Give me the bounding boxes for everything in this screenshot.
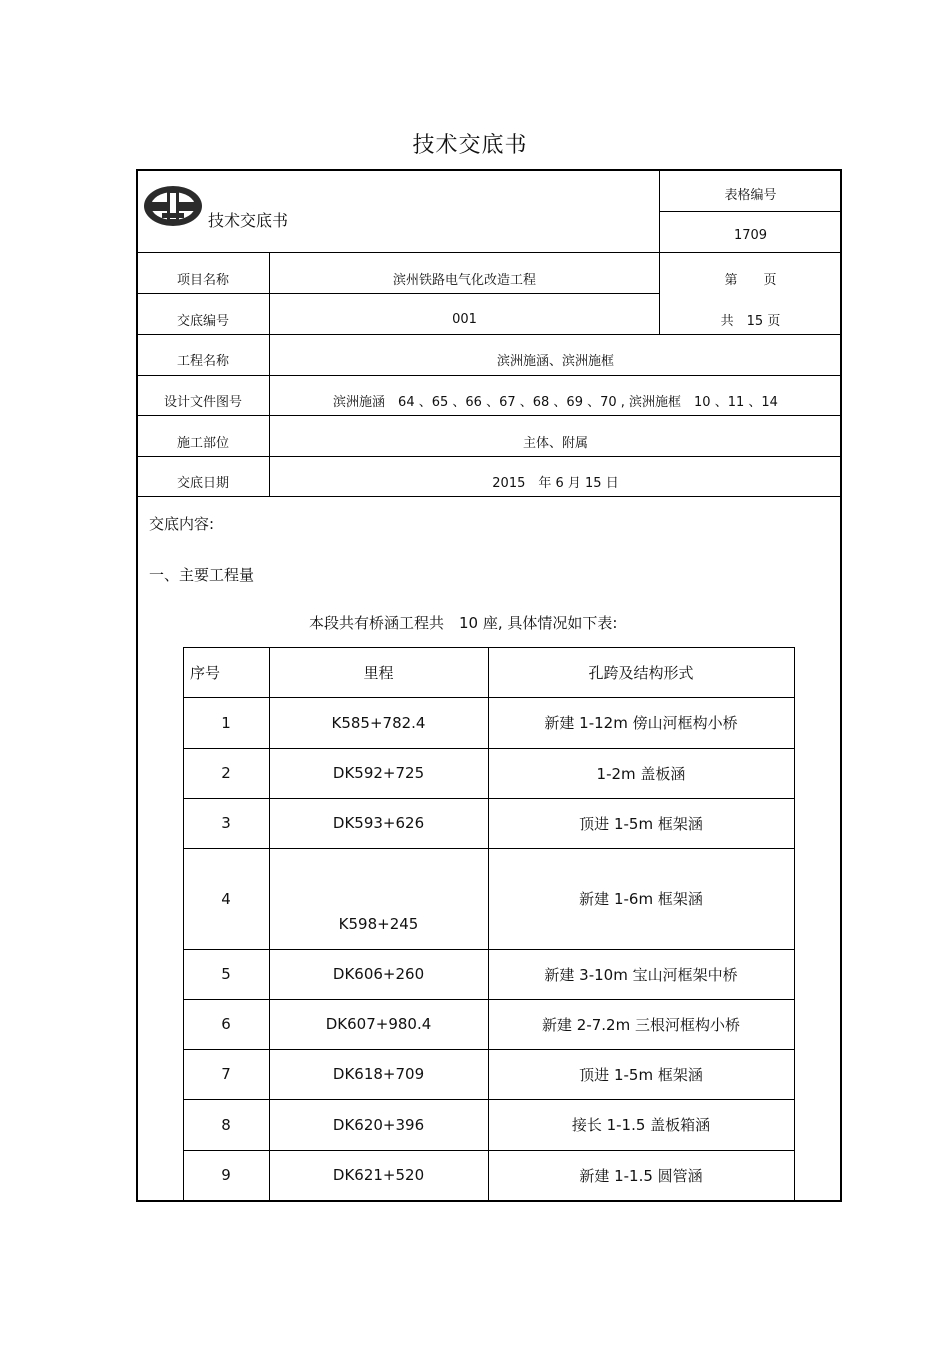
table-cell-mileage: DK593+626 xyxy=(332,814,425,832)
table-cell-mileage: DK621+520 xyxy=(332,1166,425,1184)
table-cell-mileage: K598+245 xyxy=(338,915,419,933)
design-docs-value: 滨洲施涵 64 、65 、66 、67 、68 、69 、70 , 滨洲施框 10 、11 、14 xyxy=(333,394,778,410)
table-cell-mileage: DK606+260 xyxy=(332,965,425,983)
construction-part-value: 主体、附属 xyxy=(522,435,588,451)
table-cell-no: 6 xyxy=(221,1015,231,1033)
design-docs-label: 设计文件图号 xyxy=(163,394,242,410)
table-cell-no: 5 xyxy=(221,965,231,983)
briefing-no-value: 001 xyxy=(452,311,477,327)
company-logo-icon xyxy=(143,185,203,227)
table-cell-mileage: DK618+709 xyxy=(332,1065,425,1083)
table-cell-structure: 顶进 1-5m 框架涵 xyxy=(579,1065,703,1084)
table-cell-structure: 接长 1-1.5 盖板箱涵 xyxy=(571,1116,711,1134)
table-cell-mileage: DK607+980.4 xyxy=(325,1015,432,1033)
work-name-value: 滨洲施涵、滨洲施框 xyxy=(496,353,614,369)
table-cell-mileage: DK620+396 xyxy=(332,1115,425,1134)
content-label: 交底内容: xyxy=(149,515,215,533)
work-name-label: 工程名称 xyxy=(176,353,229,369)
table-cell-no: 3 xyxy=(221,814,231,832)
table-header-mileage: 里程 xyxy=(363,663,394,682)
construction-part-label: 施工部位 xyxy=(176,435,229,451)
total-pages: 共 15 页 xyxy=(720,313,781,329)
document-title: 技术交底书 xyxy=(412,133,528,158)
table-cell-no: 2 xyxy=(221,764,231,782)
table-cell-no: 7 xyxy=(221,1065,231,1083)
table-cell-structure: 新建 1-12m 傍山河框构小桥 xyxy=(544,714,738,732)
briefing-no-label: 交底编号 xyxy=(176,313,229,329)
table-cell-structure: 新建 1-6m 框架涵 xyxy=(579,890,703,908)
table-cell-structure: 顶进 1-5m 框架涵 xyxy=(579,814,703,833)
form-number-divider xyxy=(660,211,841,212)
briefing-date-label: 交底日期 xyxy=(176,475,229,491)
table-header-structure: 孔跨及结构形式 xyxy=(588,663,694,682)
table-cell-no: 8 xyxy=(221,1115,231,1134)
table-cell-structure: 1-2m 盖板涵 xyxy=(596,764,686,783)
table-cell-no: 9 xyxy=(221,1166,231,1184)
table-intro: 本段共有桥涵工程共 10 座, 具体情况如下表: xyxy=(309,614,618,632)
table-cell-mileage: DK592+725 xyxy=(332,764,425,782)
header-title: 技术交底书 xyxy=(208,211,289,230)
table-cell-no: 4 xyxy=(221,889,231,908)
form-number-label: 表格编号 xyxy=(724,187,777,203)
table-cell-structure: 新建 1-1.5 圆管涵 xyxy=(579,1166,703,1185)
table-header-no: 序号 xyxy=(190,663,221,682)
table-column-line xyxy=(794,647,795,1200)
page-number: 第 页 xyxy=(724,272,777,288)
project-name-label: 项目名称 xyxy=(176,272,229,288)
table-cell-structure: 新建 3-10m 宝山河框架中桥 xyxy=(544,965,738,984)
table-cell-structure: 新建 2-7.2m 三根河框构小桥 xyxy=(542,1015,740,1034)
section-heading: 一、主要工程量 xyxy=(149,566,255,584)
form-number-value: 1709 xyxy=(733,227,768,243)
table-cell-mileage: K585+782.4 xyxy=(331,713,426,732)
table-cell-no: 1 xyxy=(221,713,231,732)
project-name-value: 滨州铁路电气化改造工程 xyxy=(392,272,536,288)
briefing-date-value: 2015 年 6 月 15 日 xyxy=(492,475,619,491)
table-row-line xyxy=(183,1200,795,1201)
